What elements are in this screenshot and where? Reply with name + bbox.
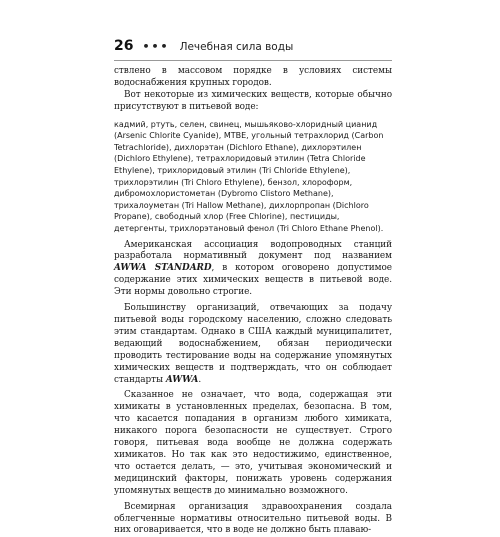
- header-rule: [114, 60, 392, 61]
- paragraph-continuation: ствлено в массовом порядке в условиях системы водоснабжения крупных городов.: [114, 66, 392, 88]
- paragraph-organizations-part2: .: [198, 374, 202, 385]
- chemicals-list: кадмий, ртуть, селен, свинец, мышьяково-хлоридный цианид (Arsenic Chlorite Cyanide), МТВЕ, угольный тетрахлорид (Carbon Tetrachloride), дихлорэтан (Dichloro Ethane), дихлорэтилен (Dichloro Ethylene), тетрахлоридовый этилин (Tetra Chloride Ethylene), трихлоридовый этилин (Tri Chloride Ethylene), трихлорэтилин (Tri Chloro Ethylene), бензол, хлороформ, дибромохлористометан (Dybromo Clistoro Methane), трихалоуметан (Tri Hallow Methane), дихлорпропан (Dichloro Propane), свободный хлор (Free Chlorine), пестициды, детергенты, трихлорэтановый фенол (Tri Chloro Ethane Phenol).: [114, 119, 384, 233]
- page-number: 26: [114, 38, 134, 54]
- awwa-term: AWWA: [165, 374, 199, 385]
- awwa-standard-term: AWWA STANDARD: [114, 263, 212, 274]
- running-title: Лечебная сила воды: [179, 41, 294, 53]
- header-dots: •••: [142, 40, 170, 53]
- paragraph-intro-list: Вот некоторые из химических веществ, которые обычно присутствуют в питьевой воде:: [114, 89, 392, 112]
- body-text: [114, 66, 392, 537]
- paragraph-organizations: [114, 303, 392, 386]
- paragraph-safety: Сказанное не означает, что вода, содержащая эти химикаты в установленных пределах, безопасна. В том, что касается попадания в организм любого химиката, никакого порога безопасности не существует. Строго говоря, питьевая вода вообще не должна содержать химикатов. Но так как это недостижимо, единственное, что остается делать, — это, учитывая экономический и медицинский факторы, понижать уровень содержания упомянутых веществ до минимально возможного.: [114, 390, 392, 496]
- paragraph-who: Всемирная организация здравоохранения создала облегченные нормативы относительно питьевой воды. В них оговаривается, что в воде не должно быть плаваю-: [114, 501, 392, 536]
- paragraph-awwa-part2: , в котором оговорено допустимое содержание этих химических веществ в питьевой воде. Эти нормы довольно строгие.: [114, 263, 392, 298]
- paragraph-awwa-part1: Американская ассоциация водопроводных станций разработала нормативный документ под названием: [114, 239, 392, 262]
- paragraph-awwa: [114, 240, 392, 300]
- paragraph-organizations-part1: Большинству организаций, отвечающих за подачу питьевой воды городскому населению, сложно следовать этим стандартам. Однако в США каждый муниципалитет, ведающий водоснабжением, обязан периодически проводить тестирование воды на содержание упомянутых химических веществ и подтверждать, что он соблюдает стандарты: [114, 303, 392, 385]
- page-header: [114, 38, 293, 54]
